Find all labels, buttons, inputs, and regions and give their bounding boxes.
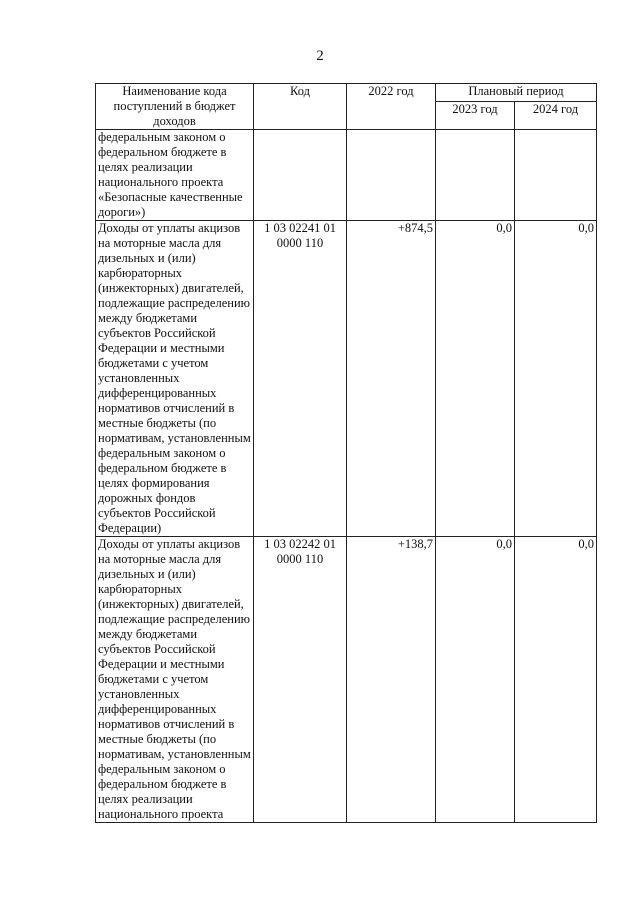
row-value-2022: +874,5 [347, 221, 436, 537]
row-code: 1 03 02242 01 0000 110 [254, 537, 347, 823]
table-row [96, 537, 597, 823]
row-code [254, 130, 347, 221]
header-name: Наименование кода поступлений в бюджет доходов [96, 84, 254, 130]
row-value-2023: 0,0 [436, 537, 515, 823]
revenue-table [95, 83, 597, 823]
header-planned-period: Плановый период [436, 84, 597, 102]
page-number: 2 [316, 48, 324, 64]
row-value-2023 [436, 130, 515, 221]
header-code: Код [254, 84, 347, 130]
header-2022: 2022 год [347, 84, 436, 130]
table-row [96, 221, 597, 537]
row-value-2024: 0,0 [515, 221, 597, 537]
header-2024: 2024 год [515, 101, 597, 129]
row-value-2024 [515, 130, 597, 221]
row-value-2024: 0,0 [515, 537, 597, 823]
row-code: 1 03 02241 01 0000 110 [254, 221, 347, 537]
row-value-2022: +138,7 [347, 537, 436, 823]
header-2023: 2023 год [436, 101, 515, 129]
row-name: Доходы от уплаты акцизов на моторные масла для дизельных и (или) карбюраторных (инжекторных) двигателей, подлежащие распределению между бюджетами субъектов Российской Федерации и местными бюджетами с учетом установленных дифференцированных нормативов отчислений в местные бюджеты (по нормативам, установленным федеральным законом о федеральном бюджете в целях реализации национального проекта [96, 537, 254, 823]
row-value-2023: 0,0 [436, 221, 515, 537]
table-row [96, 130, 597, 221]
row-name: Доходы от уплаты акцизов на моторные масла для дизельных и (или) карбюраторных (инжекторных) двигателей, подлежащие распределению между бюджетами субъектов Российской Федерации и местными бюджетами с учетом установленных дифференцированных нормативов отчислений в местные бюджеты (по нормативам, установленным федеральным законом о федеральном бюджете в целях формирования дорожных фондов субъектов Российской Федерации) [96, 221, 254, 537]
row-name: федеральным законом о федеральном бюджете в целях реализации национального проекта «Безопасные качественные дороги») [96, 130, 254, 221]
row-value-2022 [347, 130, 436, 221]
